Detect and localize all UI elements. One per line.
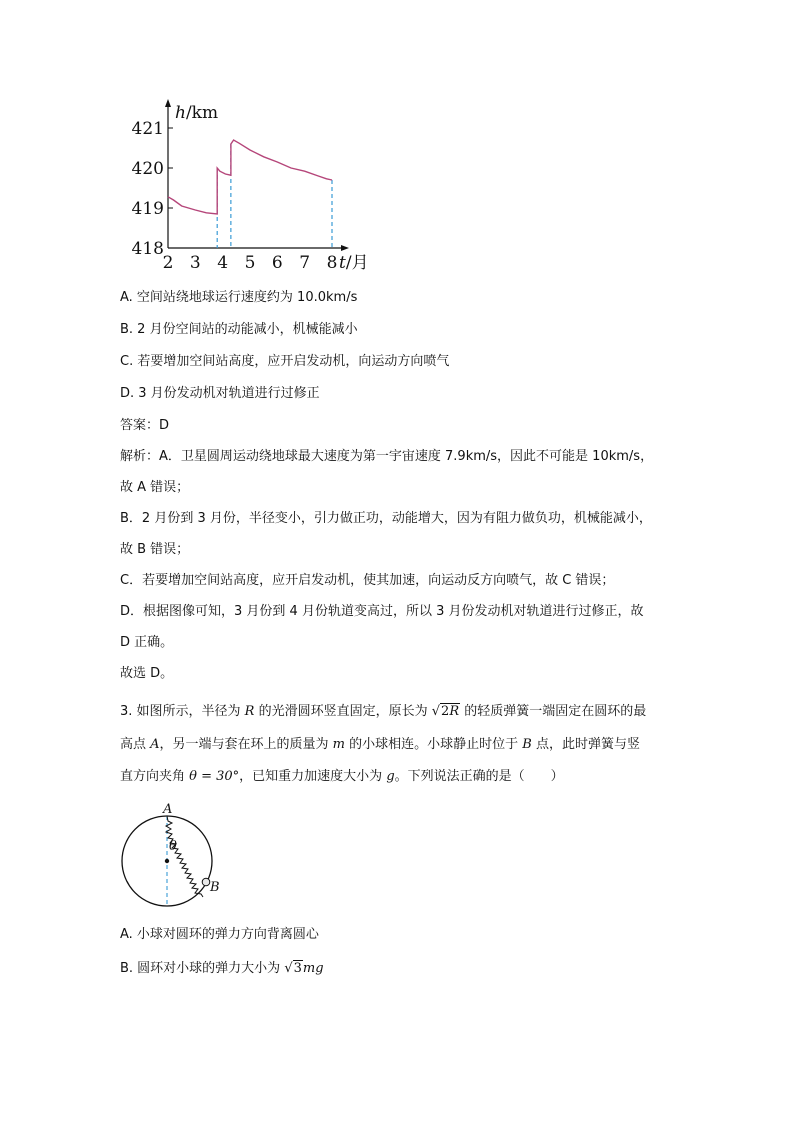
x-tick-label: 3	[189, 253, 201, 273]
q2-analysis-line: 故 B 错误；	[120, 542, 190, 557]
x-tick-label: 4	[217, 253, 229, 273]
y-tick-label: 421	[131, 119, 164, 139]
orbit-height-chart	[120, 95, 380, 275]
x-axis-arrow	[341, 245, 349, 251]
x-tick-label: 7	[299, 253, 311, 273]
q2-analysis-line: 解析：A．卫星圆周运动绕地球最大速度为第一宇宙速度 7.9km/s，因此不可能是 10km/s，	[120, 449, 654, 464]
q2-option-d: D. 3 月份发动机对轨道进行过修正	[120, 386, 320, 401]
y-tick-label: 419	[131, 199, 164, 219]
q2-analysis-line: B．2 月份到 3 月份，半径变小，引力做正功，动能增大，因为有阻力做负功，机械能减小，	[120, 511, 652, 526]
y-tick-label: 418	[131, 239, 164, 259]
q2-analysis-line: 故 A 错误；	[120, 480, 190, 495]
q2-option-b: B. 2 月份空间站的动能减小，机械能减小	[120, 322, 358, 337]
sqrt-2R: √2R	[431, 704, 460, 719]
q2-analysis-line: C．若要增加空间站高度，应开启发动机，使其加速，向运动反方向喷气，故 C 错误；	[120, 573, 615, 588]
center-dot	[165, 859, 169, 863]
sqrt-3: √3	[284, 961, 302, 976]
label-a: A	[163, 802, 173, 817]
q3-stem-line2: 高点 A，另一端与套在环上的质量为 m 的小球相连。小球静止时位于 B 点，此时弹簧与竖	[120, 737, 640, 752]
x-tick-label: 2	[162, 253, 174, 273]
q3-option-a: A. 小球对圆环的弹力方向背离圆心	[120, 927, 319, 942]
q2-option-c: C. 若要增加空间站高度，应开启发动机，向运动方向喷气	[120, 354, 450, 369]
q2-option-a: A. 空间站绕地球运行速度约为 10.0km/s	[120, 290, 358, 305]
q3-stem-line1: 3. 如图所示，半径为 R 的光滑圆环竖直固定，原长为 √2R 的轻质弹簧一端固定在圆环的最	[120, 704, 647, 719]
series-line	[168, 140, 332, 214]
x-tick-label: 8	[326, 253, 338, 273]
q3-option-b: B. 圆环对小球的弹力大小为 √3mg	[120, 961, 324, 976]
q2-analysis-line: D 正确。	[120, 635, 174, 650]
q3-stem-line3: 直方向夹角 θ = 30°，已知重力加速度大小为 g。下列说法正确的是（ ）	[120, 769, 564, 784]
label-theta: θ	[169, 839, 177, 854]
x-axis-label: t/月	[339, 253, 369, 273]
ball-b	[202, 878, 210, 886]
label-b: B	[210, 880, 220, 895]
q2-answer: 答案：D	[120, 418, 170, 433]
x-tick-label: 6	[271, 253, 283, 273]
q2-analysis-line: 故选 D。	[120, 666, 174, 681]
x-tick-label: 5	[244, 253, 256, 273]
y-axis-arrow	[165, 99, 171, 107]
q2-analysis-line: D．根据图像可知，3 月份到 4 月份轨道变高过，所以 3 月份发动机对轨道进行过修正，故	[120, 604, 644, 619]
y-axis-label: h/km	[175, 103, 219, 123]
ring-spring-diagram	[110, 800, 240, 920]
y-tick-label: 420	[131, 159, 164, 179]
